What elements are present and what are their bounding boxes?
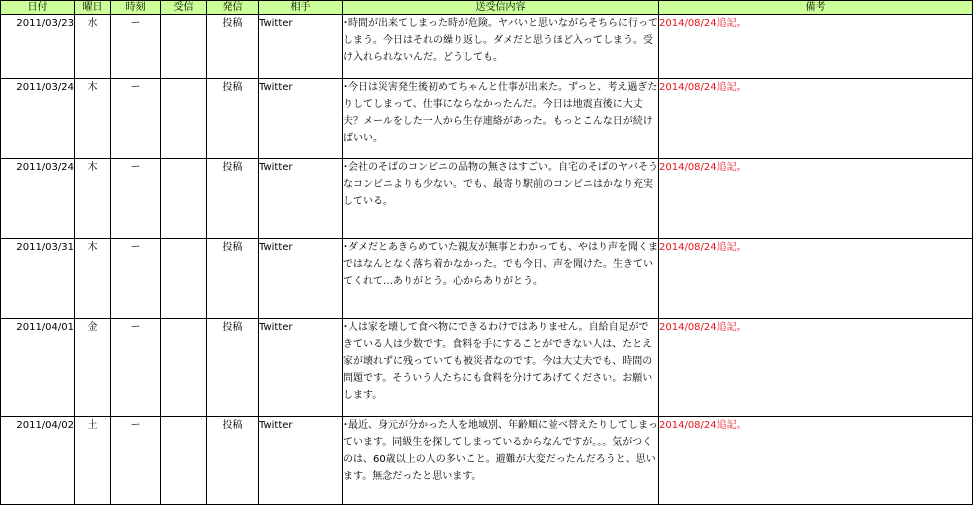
cell-content[interactable]: ･今日は災害発生後初めてちゃんと仕事が出来た。ずっと、考え過ぎたりしてしまって、仕事にならなかったんだ。今日は地震直後に大丈夫？メールをした一人から生存連絡があった。もっとこんな日が続けばいい。 bbox=[343, 79, 659, 159]
cell-date[interactable]: 2011/04/02 bbox=[1, 417, 75, 505]
header-date[interactable]: 日付 bbox=[1, 1, 75, 15]
table-row bbox=[1, 79, 973, 159]
cell-note[interactable]: 2014/08/24追記。 bbox=[659, 239, 973, 319]
cell-sent[interactable]: 投稿 bbox=[207, 15, 259, 79]
cell-partner[interactable]: Twitter bbox=[259, 15, 343, 79]
cell-partner[interactable]: Twitter bbox=[259, 239, 343, 319]
table-row bbox=[1, 319, 973, 417]
cell-day[interactable]: 木 bbox=[75, 159, 111, 239]
cell-note[interactable]: 2014/08/24追記。 bbox=[659, 417, 973, 505]
cell-content[interactable]: ･会社のそばのコンビニの品物の無さはすごい。自宅のそばのヤバそうなコンビニよりも少ない。でも、最寄り駅前のコンビニはかなり充実している。 bbox=[343, 159, 659, 239]
cell-time[interactable]: ー bbox=[111, 159, 161, 239]
cell-time[interactable]: ー bbox=[111, 239, 161, 319]
cell-note[interactable]: 2014/08/24追記。 bbox=[659, 15, 973, 79]
cell-day[interactable]: 土 bbox=[75, 417, 111, 505]
table-row bbox=[1, 15, 973, 79]
cell-partner[interactable]: Twitter bbox=[259, 319, 343, 417]
cell-sent[interactable]: 投稿 bbox=[207, 159, 259, 239]
cell-day[interactable]: 金 bbox=[75, 319, 111, 417]
table-row bbox=[1, 239, 973, 319]
header-day[interactable]: 曜日 bbox=[75, 1, 111, 15]
cell-content[interactable]: ･ダメだとあきらめていた親友が無事とわかっても、やはり声を聞くまではなんとなく落ち着かなかった。でも今日、声を聞けた。生きていてくれて…ありがとう。心からありがとう。 bbox=[343, 239, 659, 319]
cell-time[interactable]: ー bbox=[111, 15, 161, 79]
cell-sent[interactable]: 投稿 bbox=[207, 417, 259, 505]
header-sent[interactable]: 発信 bbox=[207, 1, 259, 15]
table-row bbox=[1, 159, 973, 239]
cell-received[interactable] bbox=[161, 239, 207, 319]
cell-sent[interactable]: 投稿 bbox=[207, 319, 259, 417]
cell-time[interactable]: ー bbox=[111, 417, 161, 505]
table-row bbox=[1, 417, 973, 505]
cell-content[interactable]: ･時間が出来てしまった時が危険。ヤバいと思いながらそちらに行ってしまう。今日はそれの繰り返し。ダメだと思うほど入ってしまう。受け入れられないんだ。どうしても。 bbox=[343, 15, 659, 79]
cell-day[interactable]: 水 bbox=[75, 15, 111, 79]
cell-time[interactable]: ー bbox=[111, 79, 161, 159]
cell-received[interactable] bbox=[161, 417, 207, 505]
header-content[interactable]: 送受信内容 bbox=[343, 1, 659, 15]
cell-date[interactable]: 2011/03/31 bbox=[1, 239, 75, 319]
cell-time[interactable]: ー bbox=[111, 319, 161, 417]
cell-received[interactable] bbox=[161, 159, 207, 239]
cell-received[interactable] bbox=[161, 319, 207, 417]
header-time[interactable]: 時刻 bbox=[111, 1, 161, 15]
cell-partner[interactable]: Twitter bbox=[259, 159, 343, 239]
cell-content[interactable]: ･人は家を壊して食べ物にできるわけではありません。自給自足ができている人は少数です。食料を手にすることができない人は、たとえ家が壊れずに残っていても被災者なのです。今は大丈夫でも、時間の問題です。そういう人たちにも食料を分けてあげてください。お願いします。 bbox=[343, 319, 659, 417]
cell-day[interactable]: 木 bbox=[75, 239, 111, 319]
header-note[interactable]: 備考 bbox=[659, 1, 973, 15]
cell-day[interactable]: 木 bbox=[75, 79, 111, 159]
cell-received[interactable] bbox=[161, 15, 207, 79]
cell-received[interactable] bbox=[161, 79, 207, 159]
cell-partner[interactable]: Twitter bbox=[259, 79, 343, 159]
cell-note[interactable]: 2014/08/24追記。 bbox=[659, 79, 973, 159]
cell-date[interactable]: 2011/03/24 bbox=[1, 79, 75, 159]
cell-note[interactable]: 2014/08/24追記。 bbox=[659, 319, 973, 417]
cell-sent[interactable]: 投稿 bbox=[207, 239, 259, 319]
cell-date[interactable]: 2011/03/23 bbox=[1, 15, 75, 79]
cell-note[interactable]: 2014/08/24追記。 bbox=[659, 159, 973, 239]
cell-sent[interactable]: 投稿 bbox=[207, 79, 259, 159]
header-partner[interactable]: 相手 bbox=[259, 1, 343, 15]
header-received[interactable]: 受信 bbox=[161, 1, 207, 15]
cell-date[interactable]: 2011/04/01 bbox=[1, 319, 75, 417]
cell-partner[interactable]: Twitter bbox=[259, 417, 343, 505]
cell-content[interactable]: ･最近、身元が分かった人を地域別、年齢順に並べ替えたりしてしまっています。同級生を探してしまっているからなんですが。。。気がつくのは、60歳以上の人の多いこと。避難が大変だったんだろうと、思います。無念だったと思います。 bbox=[343, 417, 659, 505]
header-row bbox=[1, 1, 973, 15]
cell-date[interactable]: 2011/03/24 bbox=[1, 159, 75, 239]
